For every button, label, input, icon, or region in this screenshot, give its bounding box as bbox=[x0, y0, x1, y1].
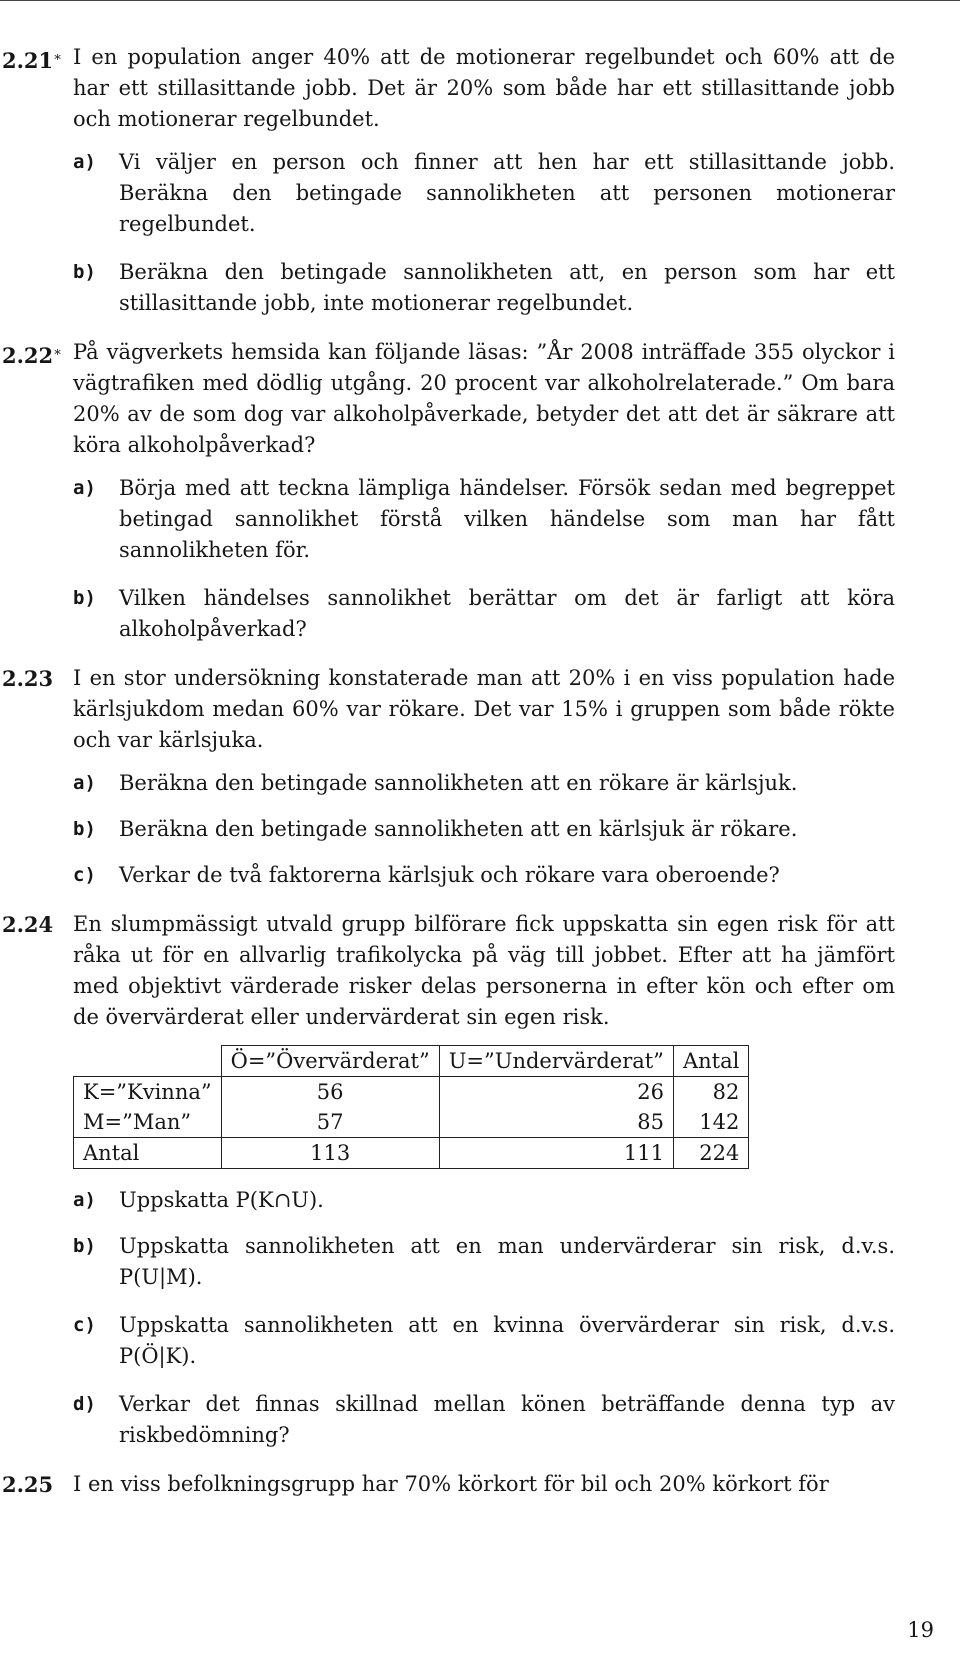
table-cell: 85 bbox=[439, 1107, 673, 1138]
subquestion-label: d) bbox=[73, 1393, 96, 1415]
subquestion-label: a) bbox=[73, 1189, 96, 1211]
star-mark: ∗ bbox=[53, 50, 62, 65]
document-page bbox=[2, 42, 895, 1500]
subquestion-text: Beräkna den betingade sannolikheten att, en person som har ett stillasittande jobb, inte motionerar regelbundet. bbox=[119, 260, 895, 315]
subquestions bbox=[73, 768, 895, 891]
table-cell: 224 bbox=[673, 1138, 748, 1169]
table-total-row bbox=[74, 1138, 749, 1169]
problem-number: 2.24 bbox=[2, 912, 54, 937]
subquestion-d bbox=[73, 1389, 895, 1451]
table-cell: 57 bbox=[221, 1107, 439, 1138]
problem-text: I en viss befolkningsgrupp har 70% körkort för bil och 20% körkort för bbox=[73, 1472, 829, 1496]
problem-text: En slumpmässigt utvald grupp bilförare fick uppskatta sin egen risk för att råka ut för en allvarlig trafikolycka på väg till jobbet. Efter att ha jämfört med objektivt värderade risker delas personerna in efter kön och efter om de övervärderat eller undervärderat sin egen risk. bbox=[73, 912, 895, 1029]
subquestion-label: c) bbox=[73, 1314, 96, 1336]
row-label: M=”Man” bbox=[74, 1107, 222, 1138]
subquestion-label: b) bbox=[73, 587, 96, 609]
subquestion-text: Beräkna den betingade sannolikheten att en rökare är kärlsjuk. bbox=[119, 771, 798, 795]
table-cell: 56 bbox=[221, 1077, 439, 1108]
problem-text: På vägverkets hemsida kan följande läsas: ”År 2008 inträffade 355 olyckor i vägtrafiken med dödlig utgång. 20 procent var alkoholrelaterade.” Om bara 20% av de som dog var alkoholpåverkade, betyder det att det är säkrare att köra alkoholpåverkad? bbox=[73, 340, 895, 457]
problem-2-22 bbox=[2, 337, 895, 645]
subquestion-b bbox=[73, 814, 895, 845]
problem-2-24 bbox=[2, 909, 895, 1451]
subquestions bbox=[73, 1185, 895, 1451]
subquestion-c bbox=[73, 1310, 895, 1372]
table-header-row bbox=[74, 1046, 749, 1077]
subquestion-text: Verkar det finnas skillnad mellan könen beträffande denna typ av riskbedömning? bbox=[119, 1392, 895, 1447]
problem-text: I en population anger 40% att de motionerar regelbundet och 60% att de har ett stillasittande jobb. Det är 20% som både har ett stillasittande jobb och motionerar regelbundet. bbox=[73, 45, 895, 131]
table-row bbox=[74, 1107, 749, 1138]
subquestion-text: Vi väljer en person och finner att hen har ett stillasittande jobb. Beräkna den betingade sannolikheten att personen motionerar regelbundet. bbox=[119, 150, 895, 236]
subquestion-b bbox=[73, 257, 895, 319]
subquestion-c bbox=[73, 860, 895, 891]
subquestion-a bbox=[73, 768, 895, 799]
top-rule bbox=[0, 0, 960, 1]
subquestion-text: Börja med att teckna lämpliga händelser. Försök sedan med begreppet betingad sannolikhet förstå vilken händelse som man har fått sannolikheten för. bbox=[119, 476, 895, 562]
table-cell: 26 bbox=[439, 1077, 673, 1108]
subquestion-label: a) bbox=[73, 772, 96, 794]
subquestion-text: Verkar de två faktorerna kärlsjuk och rökare vara oberoende? bbox=[119, 863, 780, 887]
subquestion-label: b) bbox=[73, 818, 96, 840]
subquestion-text: Uppskatta sannolikheten att en man undervärderar sin risk, d.v.s. P(U|M). bbox=[119, 1234, 895, 1289]
subquestion-a bbox=[73, 473, 895, 566]
table-row bbox=[74, 1077, 749, 1108]
subquestion-text: Vilken händelses sannolikhet berättar om det är farligt att köra alkoholpåverkad? bbox=[119, 586, 895, 641]
problem-number: 2.25 bbox=[2, 1472, 54, 1497]
table-cell: 111 bbox=[439, 1138, 673, 1169]
problem-2-25 bbox=[2, 1469, 895, 1500]
subquestion-text: Beräkna den betingade sannolikheten att en kärlsjuk är rökare. bbox=[119, 817, 798, 841]
star-mark: ∗ bbox=[53, 345, 62, 360]
subquestion-b bbox=[73, 583, 895, 645]
subquestion-text: Uppskatta sannolikheten att en kvinna övervärderar sin risk, d.v.s. P(Ö|K). bbox=[119, 1313, 895, 1368]
subquestion-label: a) bbox=[73, 477, 96, 499]
column-header: Antal bbox=[673, 1046, 748, 1077]
problem-2-21 bbox=[2, 42, 895, 319]
subquestion-label: a) bbox=[73, 151, 96, 173]
subquestions bbox=[73, 473, 895, 645]
row-label: Antal bbox=[74, 1138, 222, 1169]
subquestion-text: Uppskatta P(K∩U). bbox=[119, 1188, 324, 1212]
subquestion-label: c) bbox=[73, 864, 96, 886]
subquestion-b bbox=[73, 1231, 895, 1293]
subquestion-a bbox=[73, 1185, 895, 1216]
table-cell: 142 bbox=[673, 1107, 748, 1138]
subquestion-label: b) bbox=[73, 261, 96, 283]
problem-text: I en stor undersökning konstaterade man att 20% i en viss population hade kärlsjukdom medan 60% var rökare. Det var 15% i gruppen som både rökte och var kärlsjuka. bbox=[73, 666, 895, 752]
subquestion-a bbox=[73, 147, 895, 240]
problem-number: 2.23 bbox=[2, 666, 54, 691]
table-cell: 113 bbox=[221, 1138, 439, 1169]
column-header: U=”Undervärderat” bbox=[439, 1046, 673, 1077]
subquestion-label: b) bbox=[73, 1235, 96, 1257]
risk-table bbox=[73, 1045, 749, 1169]
subquestions bbox=[73, 147, 895, 319]
row-label: K=”Kvinna” bbox=[74, 1077, 222, 1108]
page-number: 19 bbox=[907, 1618, 934, 1642]
table-cell: 82 bbox=[673, 1077, 748, 1108]
problem-number: 2.22∗ bbox=[2, 343, 62, 368]
problem-number: 2.21∗ bbox=[2, 48, 62, 73]
column-header: Ö=”Övervärderat” bbox=[221, 1046, 439, 1077]
problem-2-23 bbox=[2, 663, 895, 891]
